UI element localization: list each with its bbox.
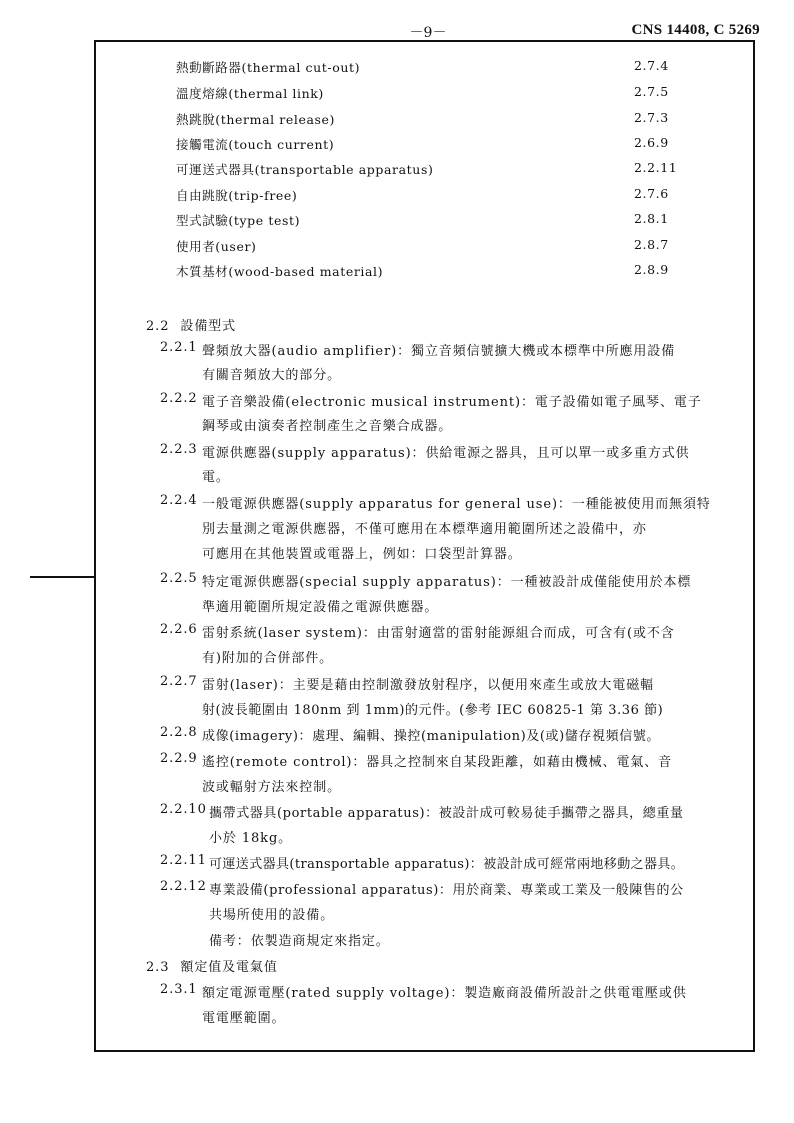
- page-number: －9－: [409, 25, 447, 41]
- clause-text-line: 特定電源供應器(special supply apparatus)：一種被設計成僅能使用於本標: [202, 575, 692, 590]
- clause-text-line: 攜帶式器具(portable apparatus)：被設計成可較易徒手攜帶之器具，總重量: [209, 806, 684, 821]
- clause-text-line: 電子音樂設備(electronic musical instrument)：電子設備如電子風琴、電子: [202, 395, 702, 410]
- clause-text-line: 可運送式器具(transportable apparatus)：被設計成可經常兩地移動之器具。: [209, 857, 685, 872]
- index-term: 溫度熔線(thermal link): [176, 86, 324, 101]
- clause-text-line: 電電壓範圍。: [202, 1011, 286, 1026]
- clause-number: 2.2.11: [160, 853, 207, 868]
- clause-text-line: 可應用在其他裝置或電器上，例如：口袋型計算器。: [202, 547, 522, 562]
- index-term-row: [176, 160, 736, 180]
- index-term: 木質基材(wood-based material): [176, 264, 384, 279]
- clause-number: 2.2.2: [160, 391, 198, 406]
- clause-text-line: 遙控(remote control)：器具之控制來自某段距離，如藉由機械、電氣、音: [202, 755, 673, 770]
- remark-note: 備考：依製造商規定來指定。: [209, 934, 390, 949]
- index-term-row: [176, 135, 736, 155]
- clause-number: 2.2.12: [160, 879, 207, 894]
- clause-number: 2.2.5: [160, 571, 198, 586]
- clause-text-line: 射(波長範圍由 180nm 到 1mm)的元件。(參考 IEC 60825-1 第 3.36 節): [202, 703, 664, 718]
- clause-text-line: 電。: [202, 470, 230, 485]
- index-term: 熱跳脫(thermal release): [176, 112, 336, 127]
- clause-number: 2.3.1: [160, 982, 198, 997]
- index-clause: 2.7.5: [634, 84, 669, 99]
- clause-text-line: 有關音頻放大的部分。: [202, 368, 342, 383]
- clause-number: 2.2.7: [160, 674, 198, 689]
- index-clause: 2.7.3: [634, 110, 669, 125]
- index-term: 自由跳脫(trip-free): [176, 188, 298, 203]
- clause-text-line: 雷射(laser)：主要是藉由控制激發放射程序，以便用來產生或放大電磁輻: [202, 678, 655, 693]
- section-title: 額定值及電氣值: [180, 960, 278, 975]
- index-term: 接觸電流(touch current): [176, 137, 335, 152]
- index-term-row: [176, 84, 736, 104]
- clause-number: 2.2.9: [160, 751, 198, 766]
- index-term: 可運送式器具(transportable apparatus): [176, 162, 434, 177]
- index-term-row: [176, 186, 736, 206]
- index-term-row: [176, 58, 736, 78]
- index-clause: 2.7.6: [634, 186, 669, 201]
- clause-text-line: 小於 18kg。: [209, 831, 293, 846]
- clause-text-line: 電源供應器(supply apparatus)：供給電源之器具，且可以單一或多重方式供: [202, 446, 690, 461]
- index-clause: 2.8.7: [634, 237, 669, 252]
- standard-code: CNS 14408, C 5269: [631, 22, 760, 38]
- section-heading: [146, 315, 236, 334]
- index-term-row: [176, 211, 736, 231]
- index-clause: 2.6.9: [634, 135, 669, 150]
- index-clause: 2.2.11: [634, 160, 678, 175]
- index-clause: 2.8.1: [634, 211, 669, 226]
- clause-text-line: 成像(imagery)：處理、編輯、操控(manipulation)及(或)儲存視頻信號。: [202, 729, 661, 744]
- section-heading: [146, 956, 278, 975]
- index-term: 使用者(user): [176, 239, 257, 254]
- clause-number: 2.2.6: [160, 622, 198, 637]
- clause-text-line: 專業設備(professional apparatus)：用於商業、專業或工業及一般陳售的公: [209, 883, 684, 898]
- clause-text-line: 一般電源供應器(supply apparatus for general use)：一種能被使用而無須特: [202, 497, 711, 512]
- clause-text-line: 準適用範圍所規定設備之電源供應器。: [202, 600, 439, 615]
- index-clause: 2.7.4: [634, 58, 669, 73]
- clause-text-line: 雷射系統(laser system)：由雷射適當的雷射能源組合而成，可含有(或不含: [202, 626, 675, 641]
- clause-number: 2.2.3: [160, 442, 198, 457]
- clause-text-line: 鋼琴或由演奏者控制產生之音樂合成器。: [202, 419, 453, 434]
- section-number: 2.3: [146, 960, 170, 975]
- revision-bar: [30, 576, 94, 578]
- index-term-row: [176, 110, 736, 130]
- index-term-row: [176, 237, 736, 257]
- clause-text-line: 共場所使用的設備。: [209, 908, 335, 923]
- clause-number: 2.2.4: [160, 493, 198, 508]
- index-term-row: [176, 262, 736, 282]
- clause-text-line: 別去量測之電源供應器，不僅可應用在本標準適用範圍所述之設備中，亦: [202, 522, 647, 537]
- index-clause: 2.8.9: [634, 262, 669, 277]
- clause-text-line: 額定電源電壓(rated supply voltage)：製造廠商設備所設計之供電電壓或供: [202, 986, 687, 1001]
- clause-text-line: 聲頻放大器(audio amplifier)：獨立音頻信號擴大機或本標準中所應用設備: [202, 344, 676, 359]
- clause-number: 2.2.10: [160, 802, 207, 817]
- clause-text-line: 波或輻射方法來控制。: [202, 780, 342, 795]
- section-number: 2.2: [146, 319, 170, 334]
- index-term: 型式試驗(type test): [176, 213, 301, 228]
- clause-number: 2.2.1: [160, 340, 198, 355]
- index-term: 熱動斷路器(thermal cut-out): [176, 60, 361, 75]
- section-title: 設備型式: [180, 319, 237, 334]
- clause-text-line: 有)附加的合併部件。: [202, 651, 334, 666]
- clause-number: 2.2.8: [160, 725, 198, 740]
